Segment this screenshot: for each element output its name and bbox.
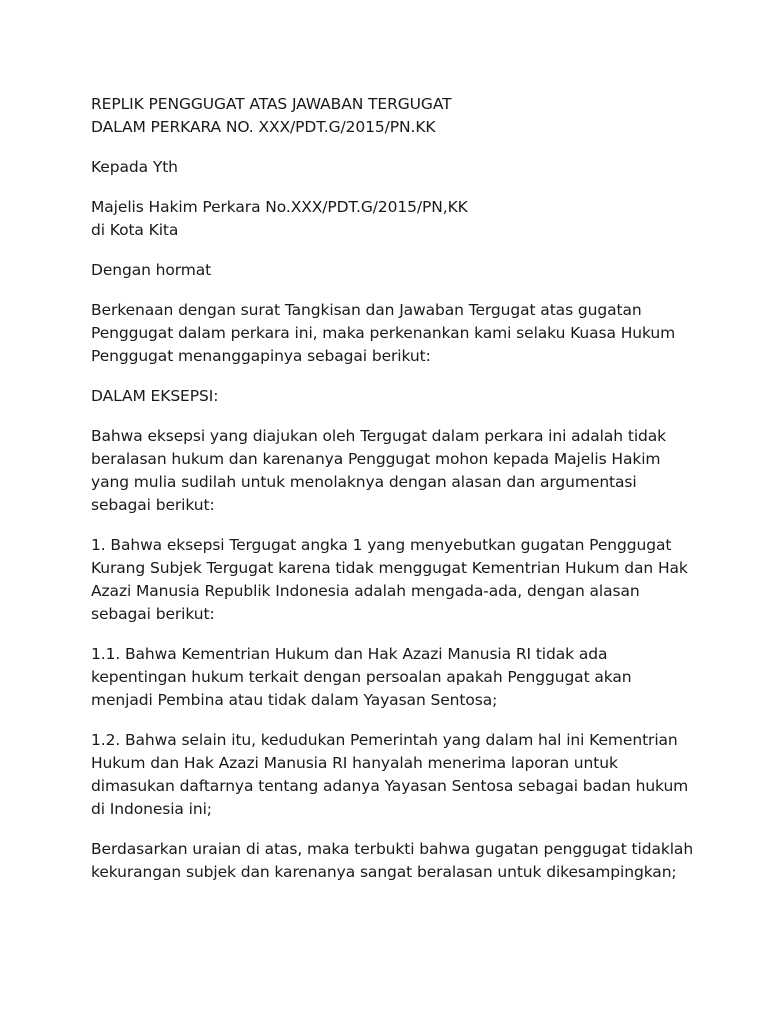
text-line: Berdasarkan uraian di atas, maka terbukti bahwa gugatan penggugat tidaklah — [91, 840, 694, 858]
intro-paragraph — [91, 299, 691, 368]
text-line: DALAM PERKARA NO. XXX/PDT.G/2015/PN.KK — [91, 118, 436, 136]
text-line: kepentingan hukum terkait dengan persoalan apakah Penggugat akan — [91, 668, 632, 686]
text-line: Bahwa eksepsi yang diajukan oleh Tergugat dalam perkara ini adalah tidak — [91, 427, 667, 445]
document-title — [91, 93, 691, 139]
text-line: di Indonesia ini; — [91, 800, 212, 818]
text-line: sebagai berikut: — [91, 605, 215, 623]
point-1-paragraph — [91, 534, 691, 626]
text-line: Majelis Hakim Perkara No.XXX/PDT.G/2015/PN,KK — [91, 198, 468, 216]
text-line: Azazi Manusia Republik Indonesia adalah mengada-ada, dengan alasan — [91, 582, 640, 600]
text-line: beralasan hukum dan karenanya Penggugat mohon kepada Majelis Hakim — [91, 450, 661, 468]
text-line: 1. Bahwa eksepsi Tergugat angka 1 yang menyebutkan gugatan Penggugat — [91, 536, 672, 554]
section-heading-eksepsi — [91, 385, 691, 408]
text-line: di Kota Kita — [91, 221, 179, 239]
text-line: 1.1. Bahwa Kementrian Hukum dan Hak Azazi Manusia RI tidak ada — [91, 645, 608, 663]
greeting — [91, 259, 691, 282]
text-line: 1.2. Bahwa selain itu, kedudukan Pemerintah yang dalam hal ini Kementrian — [91, 731, 678, 749]
text-line: kekurangan subjek dan karenanya sangat beralasan untuk dikesampingkan; — [91, 863, 677, 881]
point-1-2-paragraph — [91, 729, 691, 821]
text-line: Kepada Yth — [91, 158, 178, 176]
eksepsi-paragraph — [91, 425, 691, 517]
text-line: DALAM EKSEPSI: — [91, 387, 219, 405]
text-line: Berkenaan dengan surat Tangkisan dan Jawaban Tergugat atas gugatan — [91, 301, 642, 319]
text-line: Kurang Subjek Tergugat karena tidak menggugat Kementrian Hukum dan Hak — [91, 559, 688, 577]
text-line: yang mulia sudilah untuk menolaknya dengan alasan dan argumentasi — [91, 473, 637, 491]
conclusion-paragraph — [91, 838, 694, 884]
point-1-1-paragraph — [91, 643, 691, 712]
text-line: menjadi Pembina atau tidak dalam Yayasan Sentosa; — [91, 691, 498, 709]
document-page — [91, 93, 694, 901]
recipient-address — [91, 196, 691, 242]
recipient-salutation — [91, 156, 691, 179]
text-line: Penggugat menanggapinya sebagai berikut: — [91, 347, 431, 365]
text-line: Penggugat dalam perkara ini, maka perkenankan kami selaku Kuasa Hukum — [91, 324, 676, 342]
text-line: Dengan hormat — [91, 261, 212, 279]
text-line: Hukum dan Hak Azazi Manusia RI hanyalah menerima laporan untuk — [91, 754, 618, 772]
text-line: REPLIK PENGGUGAT ATAS JAWABAN TERGUGAT — [91, 95, 452, 113]
text-line: sebagai berikut: — [91, 496, 215, 514]
text-line: dimasukan daftarnya tentang adanya Yayasan Sentosa sebagai badan hukum — [91, 777, 689, 795]
